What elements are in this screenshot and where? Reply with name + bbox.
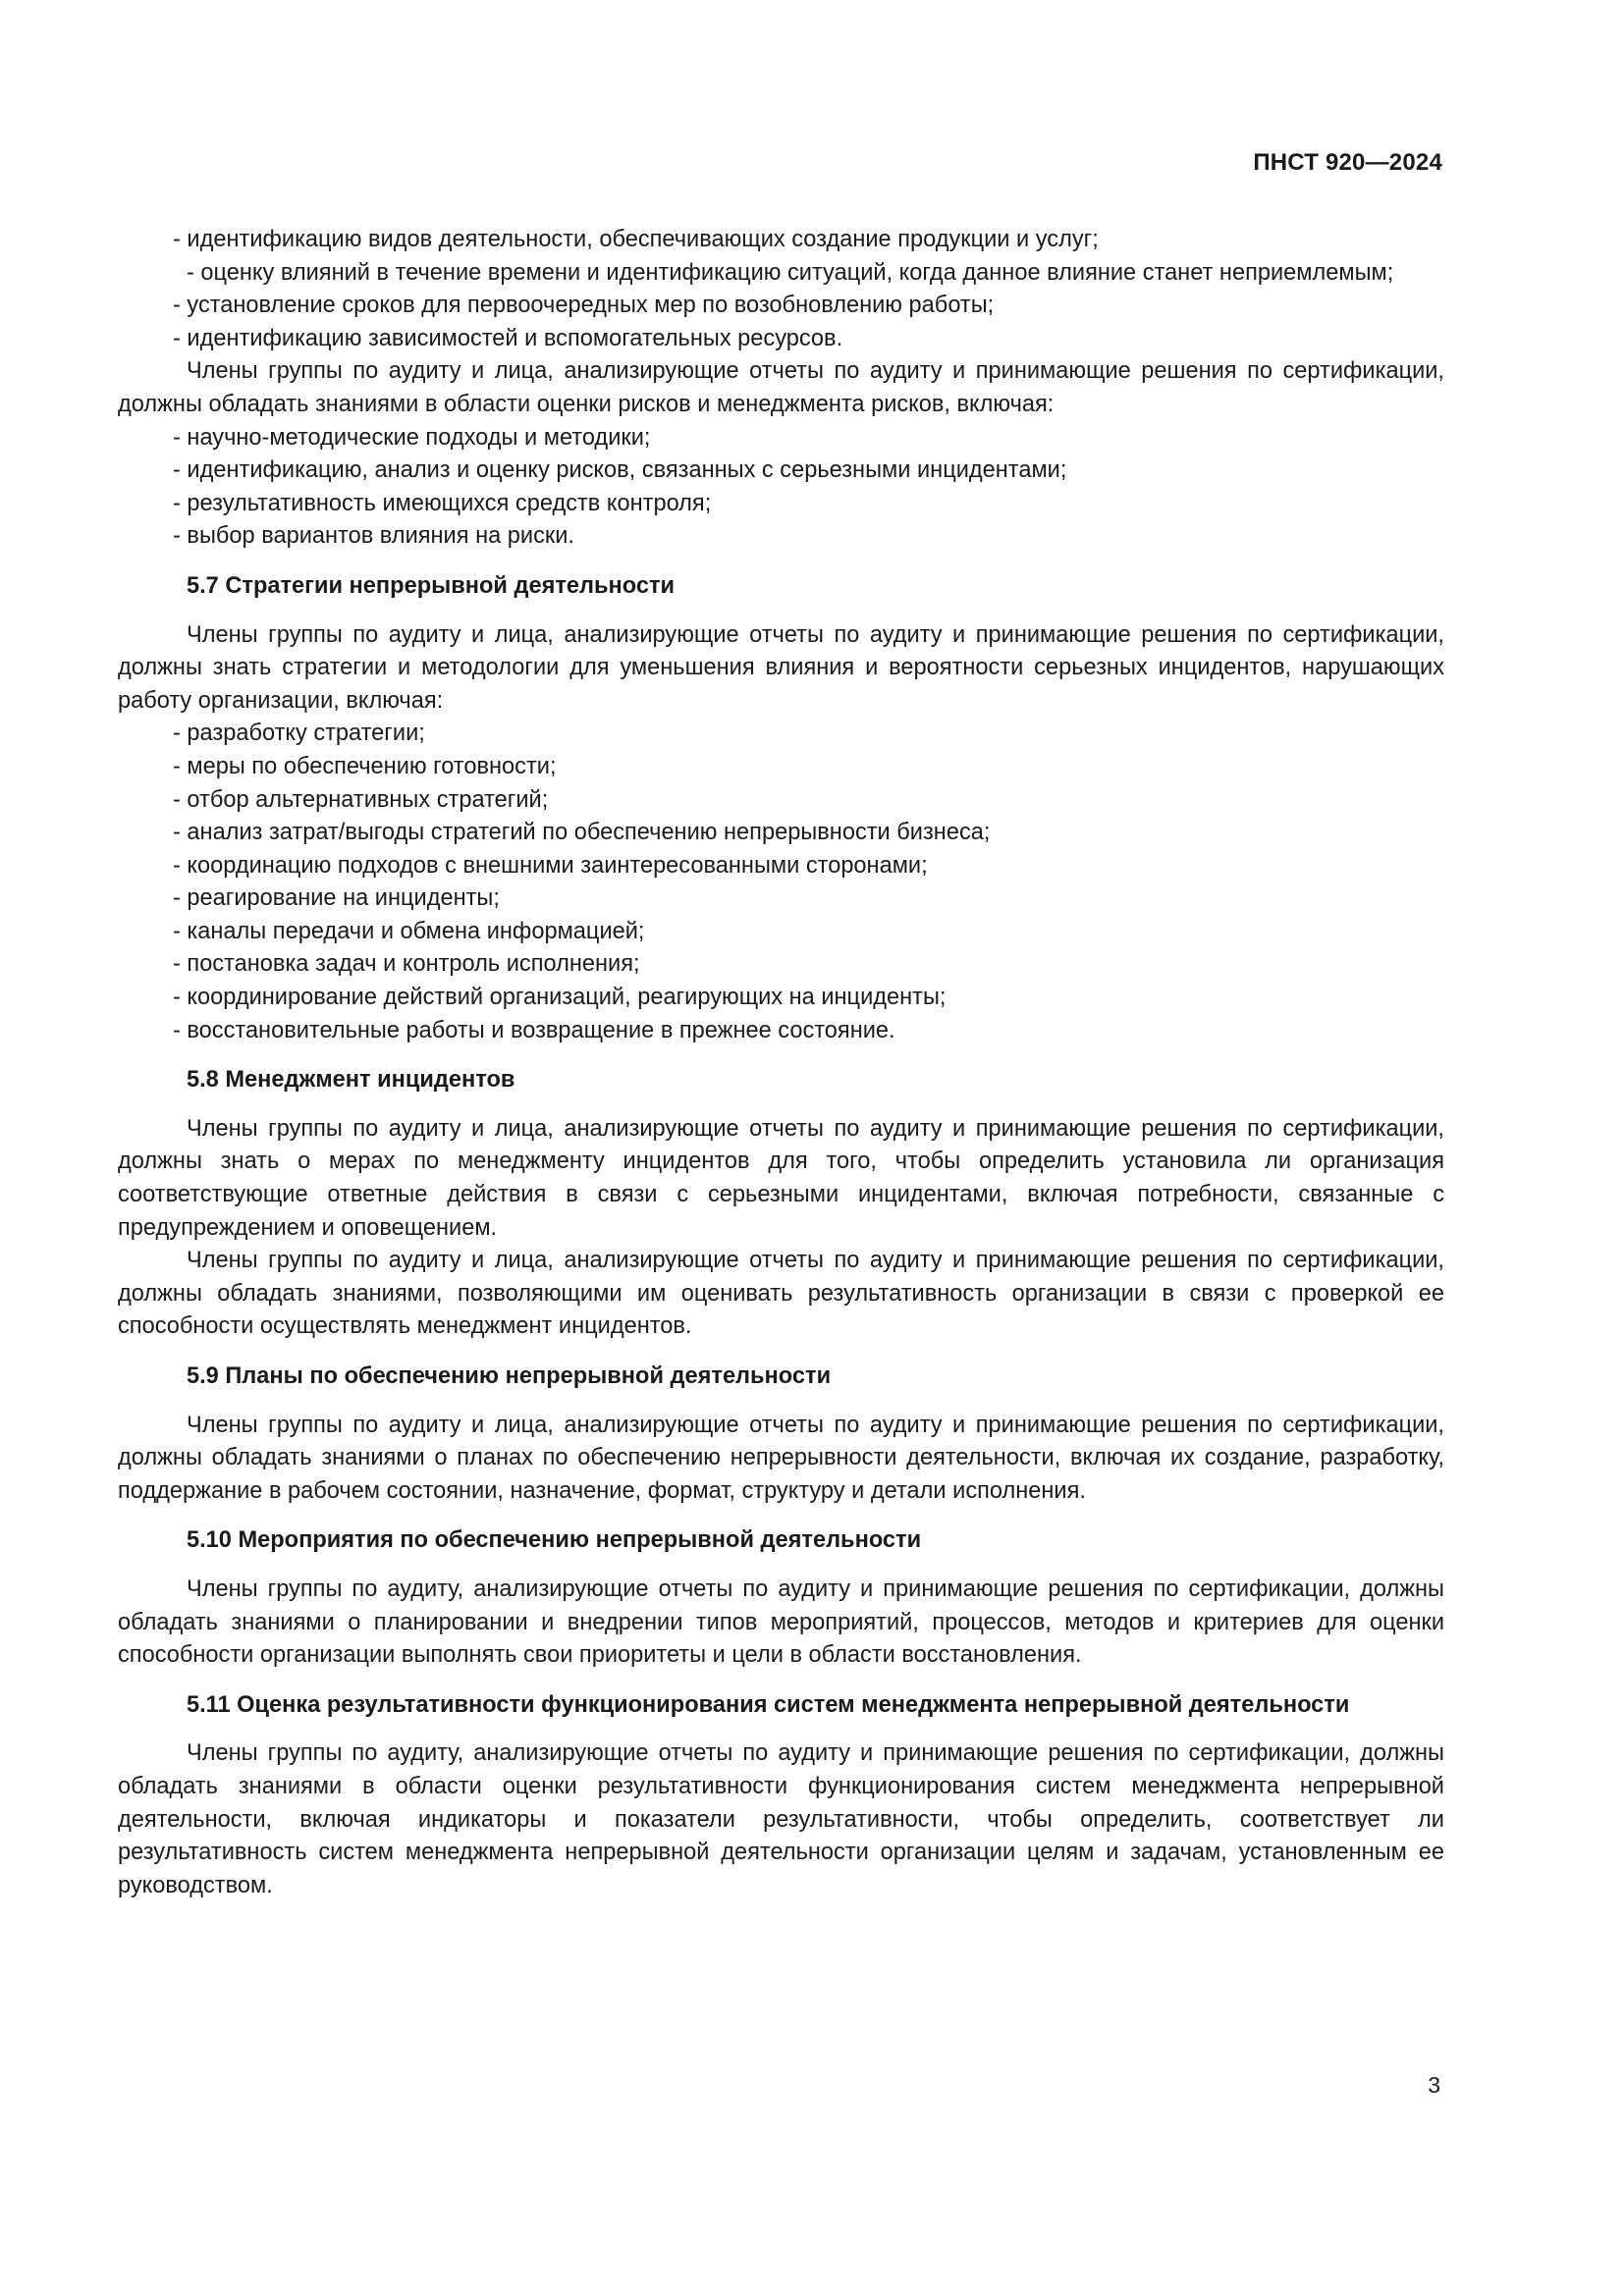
list-item: - координирование действий организаций, реагирующих на инциденты; (173, 985, 947, 1011)
list-item: - оценку влияний в течение времени и идентификацию ситуаций, когда данное влияние станет неприемлемым; (187, 259, 1394, 286)
list-item: - научно-методические подходы и методики; (173, 424, 651, 451)
list-item: - постановка задач и контроль исполнения; (173, 951, 640, 978)
section-heading: 5.8 Менеджмент инцидентов (187, 1067, 515, 1094)
list-item: - выбор вариантов влияния на риски. (173, 523, 574, 550)
section-heading: 5.11 Оценка результативности функционирования систем менеджмента непрерывной деятельности (187, 1691, 1350, 1718)
list-item: - меры по обеспечению готовности; (173, 753, 557, 779)
section-heading: 5.7 Стратегии непрерывной деятельности (187, 572, 676, 599)
paragraph: Члены группы по аудиту и лица, анализирующие отчеты по аудиту и принимающие решения по сертификации, должны знать стратегии и методологии для уменьшения влияния и вероятности серьезных инцидентов, нарушающих работу организации, включая: (118, 621, 1444, 714)
page-content (118, 224, 1444, 1902)
list-item: - идентификацию видов деятельности, обеспечивающих создание продукции и услуг; (173, 227, 1099, 252)
list-item: - реагирование на инциденты; (173, 885, 500, 912)
page-number: 3 (1428, 2072, 1440, 2098)
section-heading: 5.10 Мероприятия по обеспечению непрерывной деятельности (187, 1527, 922, 1554)
list-item: - восстановительные работы и возвращение в прежнее состояние. (173, 1017, 895, 1043)
section-heading: 5.9 Планы по обеспечению непрерывной деятельности (187, 1363, 832, 1389)
list-item: - идентификацию зависимостей и вспомогательных ресурсов. (173, 325, 843, 351)
paragraph: Члены группы по аудиту и лица, анализирующие отчеты по аудиту и принимающие решения по сертификации, должны обладать знаниями, позволяющими им оценивать результативность организации в связи с проверкой ее способности осуществлять менеджмент инцидентов. (118, 1248, 1444, 1340)
paragraph: Члены группы по аудиту и лица, анализирующие отчеты по аудиту и принимающие решения по сертификации, должны обладать знаниями в области оценки рисков и менеджмента рисков, включая: (118, 358, 1444, 417)
paragraph: Члены группы по аудиту, анализирующие отчеты по аудиту и принимающие решения по сертификации, должны обладать знаниями в области оценки результативности функционирования систем менеджмента непрерывной деятельности, включая индикаторы и показатели результативности, чтобы определить, соответствует ли результативность систем менеджмента непрерывной деятельности организации целям и задачам, установленным ее руководством. (118, 1740, 1444, 1898)
list-item: - установление сроков для первоочередных мер по возобновлению работы; (173, 293, 995, 319)
list-item: - координацию подходов с внешними заинтересованными сторонами; (173, 852, 928, 879)
list-item: - анализ затрат/выгоды стратегий по обеспечению непрерывности бизнеса; (173, 820, 991, 846)
document-code: ПНСТ 920—2024 (1253, 149, 1442, 176)
list-item: - результативность имеющихся средств контроля; (173, 490, 712, 516)
paragraph: Члены группы по аудиту и лица, анализирующие отчеты по аудиту и принимающие решения по сертификации, должны знать о мерах по менеджменту инцидентов для того, чтобы определить установила ли организация соответствующие ответные действия в связи с серьезными инцидентами, включая потребности, связанные с предупреждением и оповещением. (118, 1115, 1444, 1241)
list-item: - отбор альтернативных стратегий; (173, 786, 549, 813)
list-item: - каналы передачи и обмена информацией; (173, 918, 645, 944)
paragraph: Члены группы по аудиту и лица, анализирующие отчеты по аудиту и принимающие решения по сертификации, должны обладать знаниями о планах по обеспечению непрерывности деятельности, включая их создание, разработку, поддержание в рабочем состоянии, назначение, формат, структуру и детали исполнения. (118, 1412, 1444, 1504)
list-item: - идентификацию, анализ и оценку рисков, связанных с серьезными инцидентами; (173, 457, 1067, 484)
list-item: - разработку стратегии; (173, 721, 425, 747)
paragraph: Члены группы по аудиту, анализирующие отчеты по аудиту и принимающие решения по сертификации, должны обладать знаниями о планировании и внедрении типов мероприятий, процессов, методов и критериев для оценки способности организации выполнять свои приоритеты и цели в области восстановления. (118, 1575, 1444, 1669)
